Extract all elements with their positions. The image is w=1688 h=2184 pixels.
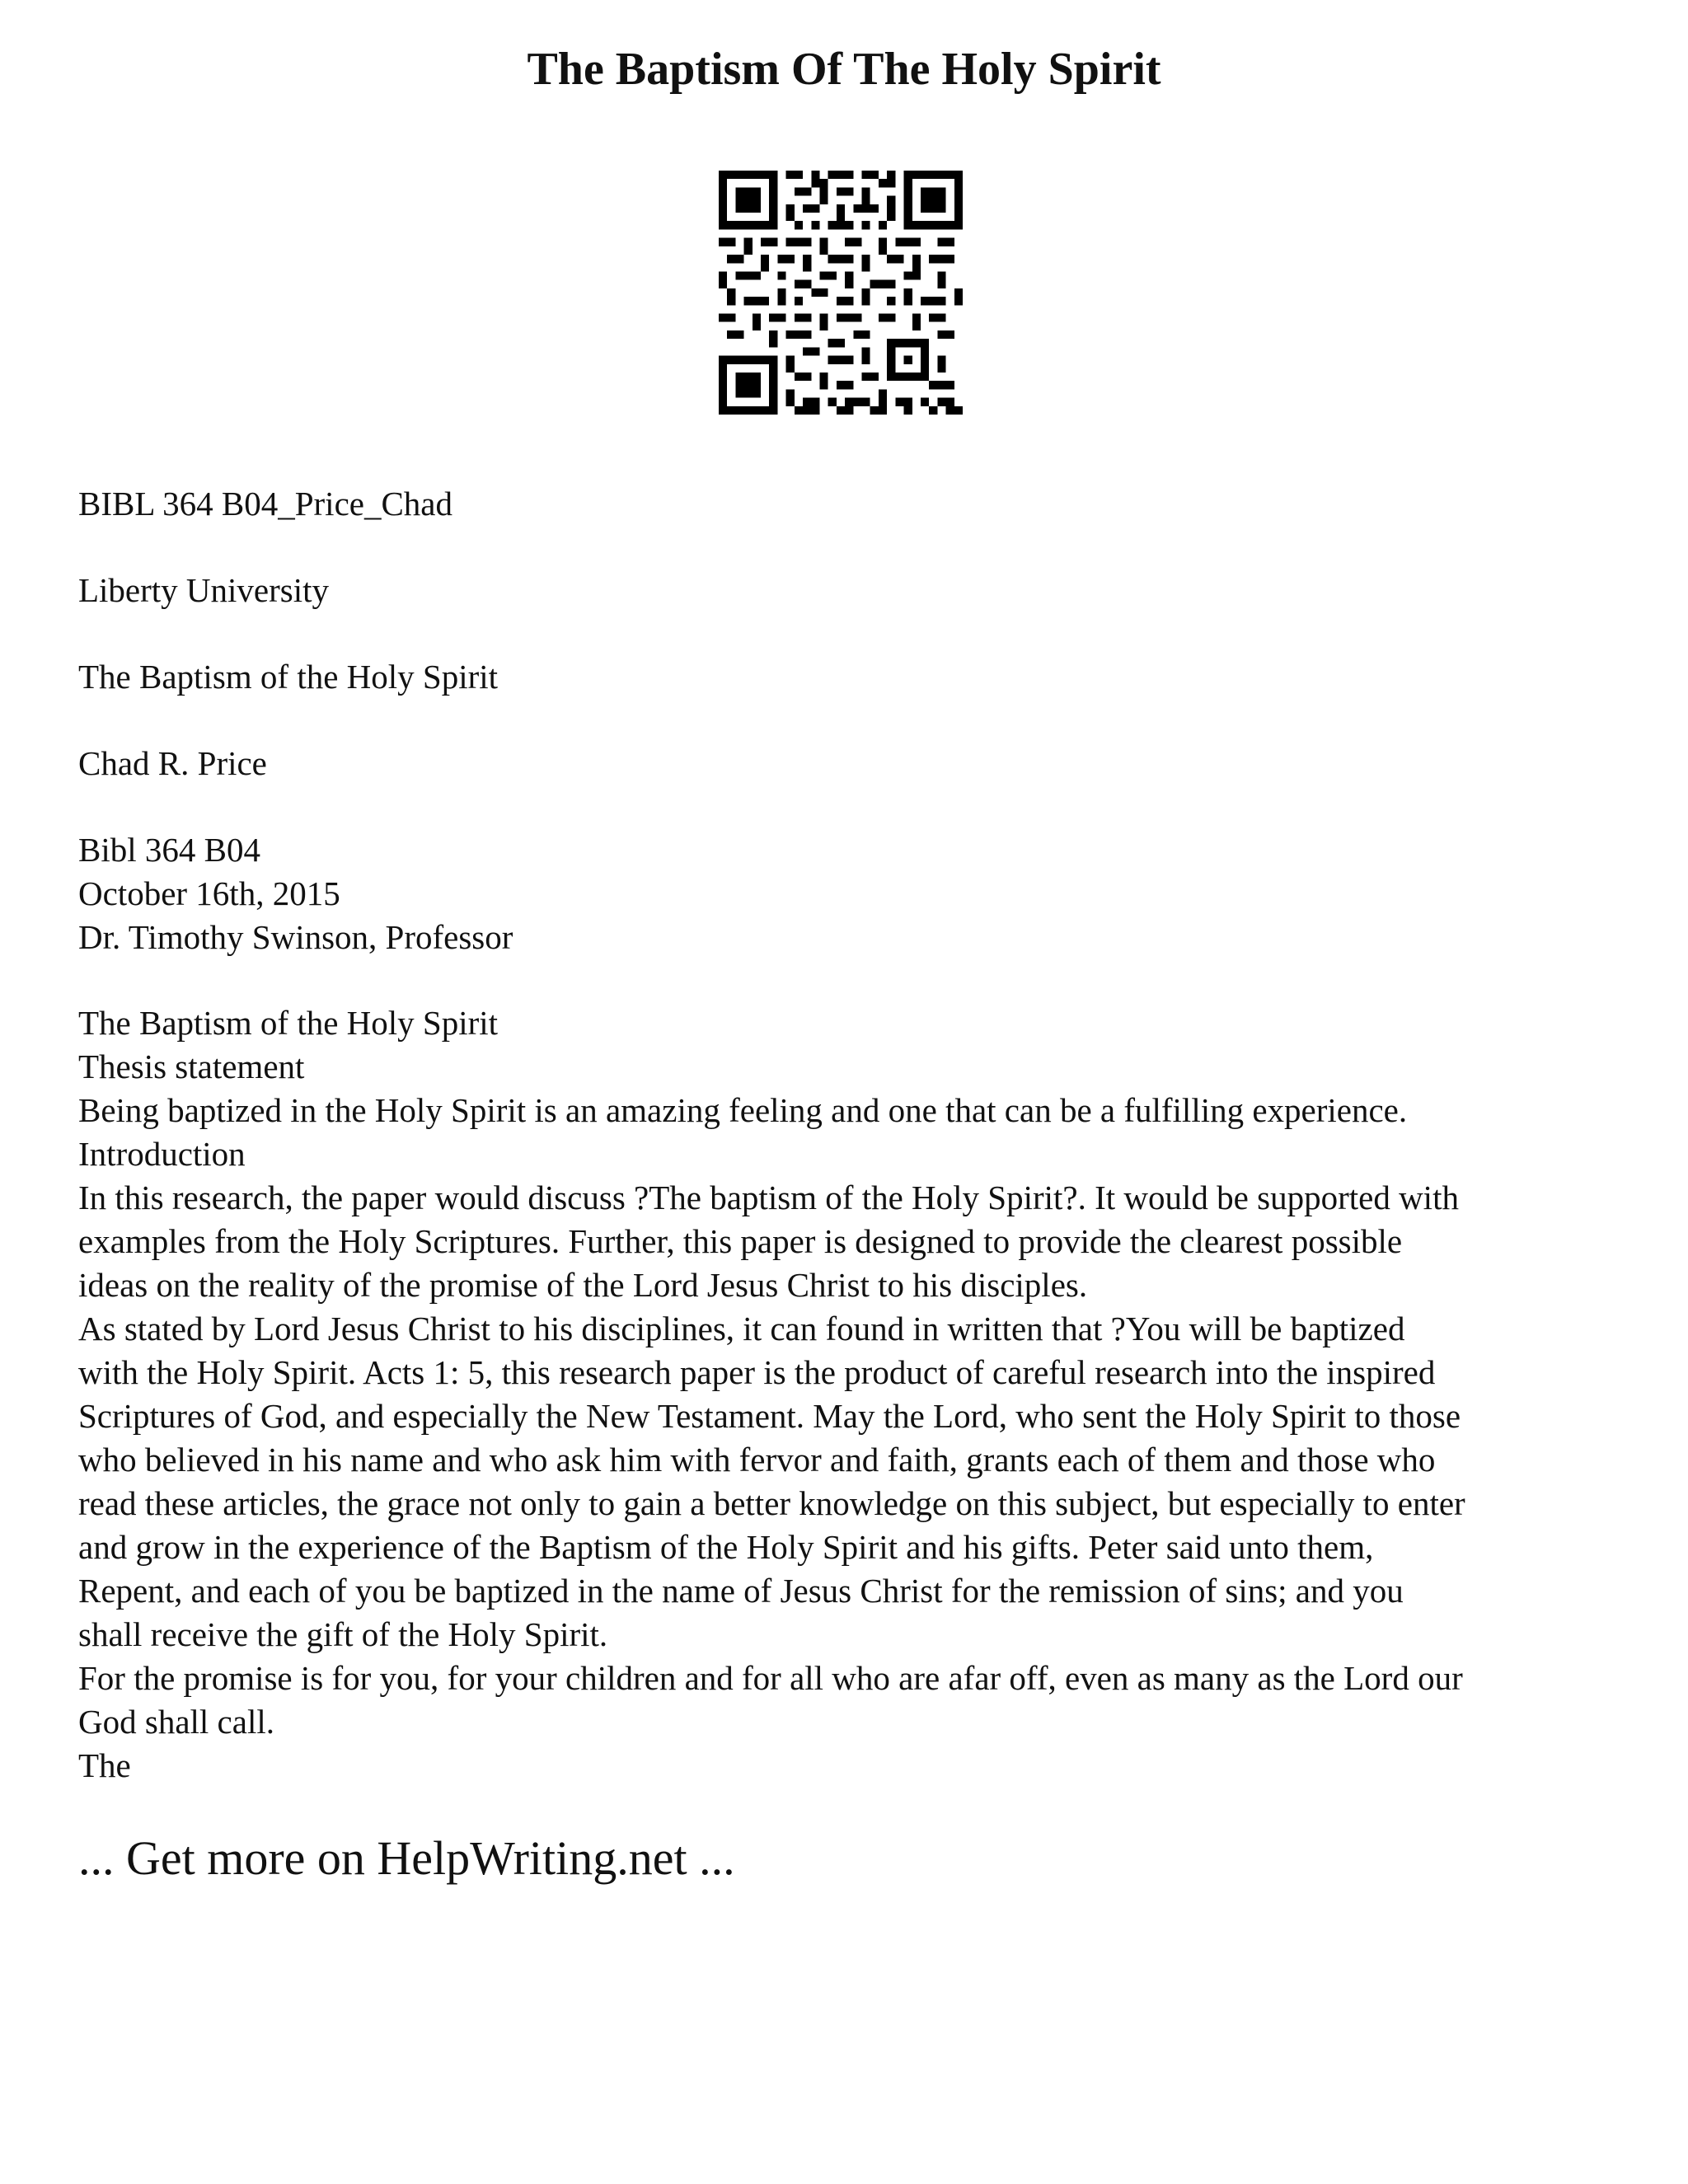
author-line: Chad R. Price xyxy=(78,744,267,782)
body-line: God shall call. xyxy=(78,1703,274,1741)
date-line: October 16th, 2015 xyxy=(78,874,340,912)
paper-title-line: The Baptism of the Holy Spirit xyxy=(78,658,499,696)
body-line: ideas on the reality of the promise of the Lord Jesus Christ to his disciples. xyxy=(78,1266,1088,1304)
body-line: shall receive the gift of the Holy Spirit. xyxy=(78,1615,608,1653)
body-line: As stated by Lord Jesus Christ to his disciplines, it can found in written that ?You will be baptized xyxy=(78,1310,1405,1347)
body-line: Scriptures of God, and especially the New Testament. May the Lord, who sent the Holy Spirit to those xyxy=(78,1397,1461,1435)
body-line: and grow in the experience of the Baptism of the Holy Spirit and his gifts. Peter said unto them, xyxy=(78,1528,1374,1566)
body-line: with the Holy Spirit. Acts 1: 5, this research paper is the product of careful research into the inspired xyxy=(78,1353,1436,1391)
course-code-line: BIBL 364 B04_Price_Chad xyxy=(78,485,453,523)
body-line: The Baptism of the Holy Spirit xyxy=(78,1004,499,1042)
body-line: In this research, the paper would discuss ?The baptism of the Holy Spirit?. It would be supported with xyxy=(78,1179,1459,1216)
course-line: Bibl 364 B04 xyxy=(78,831,260,869)
get-more-link[interactable]: ... Get more on HelpWriting.net ... xyxy=(78,1831,735,1885)
professor-line: Dr. Timothy Swinson, Professor xyxy=(78,918,513,956)
body-line: For the promise is for you, for your children and for all who are afar off, even as many as the Lord our xyxy=(78,1659,1463,1697)
body-line: who believed in his name and who ask him with fervor and faith, grants each of them and those who xyxy=(78,1441,1436,1479)
page-title: The Baptism Of The Holy Spirit xyxy=(527,44,1161,95)
body-line: Introduction xyxy=(78,1135,246,1173)
body-line: examples from the Holy Scriptures. Further, this paper is designed to provide the clearest possible xyxy=(78,1222,1403,1260)
qr-code-image[interactable] xyxy=(719,171,963,415)
university-line: Liberty University xyxy=(78,571,330,609)
body-line: The xyxy=(78,1746,131,1784)
body-line: Thesis statement xyxy=(78,1047,305,1085)
body-line: Repent, and each of you be baptized in the name of Jesus Christ for the remission of sins; and you xyxy=(78,1572,1404,1610)
body-line: Being baptized in the Holy Spirit is an amazing feeling and one that can be a fulfilling experience. xyxy=(78,1091,1408,1129)
body-line: read these articles, the grace not only to gain a better knowledge on this subject, but especially to enter xyxy=(78,1484,1465,1522)
